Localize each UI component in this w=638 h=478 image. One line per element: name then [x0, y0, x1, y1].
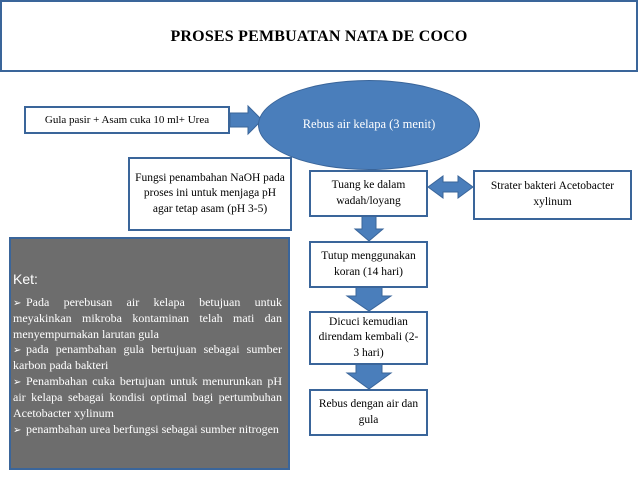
arrow-double-starter: [428, 176, 473, 198]
naoh-note-label: Fungsi penambahan NaOH pada proses ini untuk menjaga pH agar tetap asam (pH 3-5): [135, 171, 285, 215]
ket-title: Ket:: [13, 271, 38, 287]
arrow-bullet-icon: ➢: [13, 298, 22, 309]
boil-label: Rebus air kelapa (3 menit): [302, 117, 436, 132]
arrow-down-wash: [347, 364, 391, 389]
ingredients-box: [24, 106, 230, 134]
arrow-right-ingredients: [230, 106, 262, 134]
pour-label: Tuang ke dalam wadah/loyang: [331, 178, 406, 207]
arrow-bullet-icon: ➢: [13, 345, 22, 357]
ket-item: [13, 295, 282, 342]
arrow-down-pour: [355, 216, 383, 241]
ket-item-text: pada penambahan gula bertujuan sebagai sumber karbon pada bakteri: [13, 342, 282, 373]
starter-label: Strater bakteri Acetobacter xylinum: [490, 180, 615, 208]
boil-sugar-label: Rebus dengan air dan gula: [318, 397, 419, 426]
arrow-bullet-icon: ➢: [13, 377, 22, 389]
ket-item-text: penambahan urea berfungsi sebagai sumber nitrogen: [26, 421, 279, 436]
ket-item-text: Pada perebusan air kelapa betujuan untuk meyakinkan mikroba kontaminan telah mati dan menyempurnakan larutan gula: [13, 295, 282, 341]
starter-box: [473, 170, 632, 220]
arrow-down-cover: [347, 287, 391, 311]
ingredients-label: Gula pasir + Asam cuka 10 ml+ Urea: [44, 113, 210, 126]
ket-item-text: Penambahan cuka bertujuan untuk menurunkan pH air kelapa sebagai kondisi optimal bagi pertumbuhan Acetobacter xylinum: [13, 374, 282, 420]
boil-sugar-box: [309, 389, 428, 436]
page-title: PROSES PEMBUATAN NATA DE COCO: [170, 28, 468, 45]
arrow-bullet-icon: ➢: [13, 424, 22, 436]
naoh-note-box: [128, 157, 292, 231]
pour-box: [309, 170, 428, 217]
cover-box: [309, 241, 428, 288]
wash-box: [309, 311, 428, 365]
ket-item: [13, 374, 282, 421]
ket-list: [13, 295, 282, 437]
ket-item: [13, 342, 282, 374]
ket-item: [13, 422, 282, 438]
cover-label: Tutup menggunakan koran (14 hari): [321, 249, 416, 278]
wash-label: Dicuci kemudian direndam kembali (2-3 hari): [318, 315, 419, 359]
ket-panel: [9, 237, 290, 470]
